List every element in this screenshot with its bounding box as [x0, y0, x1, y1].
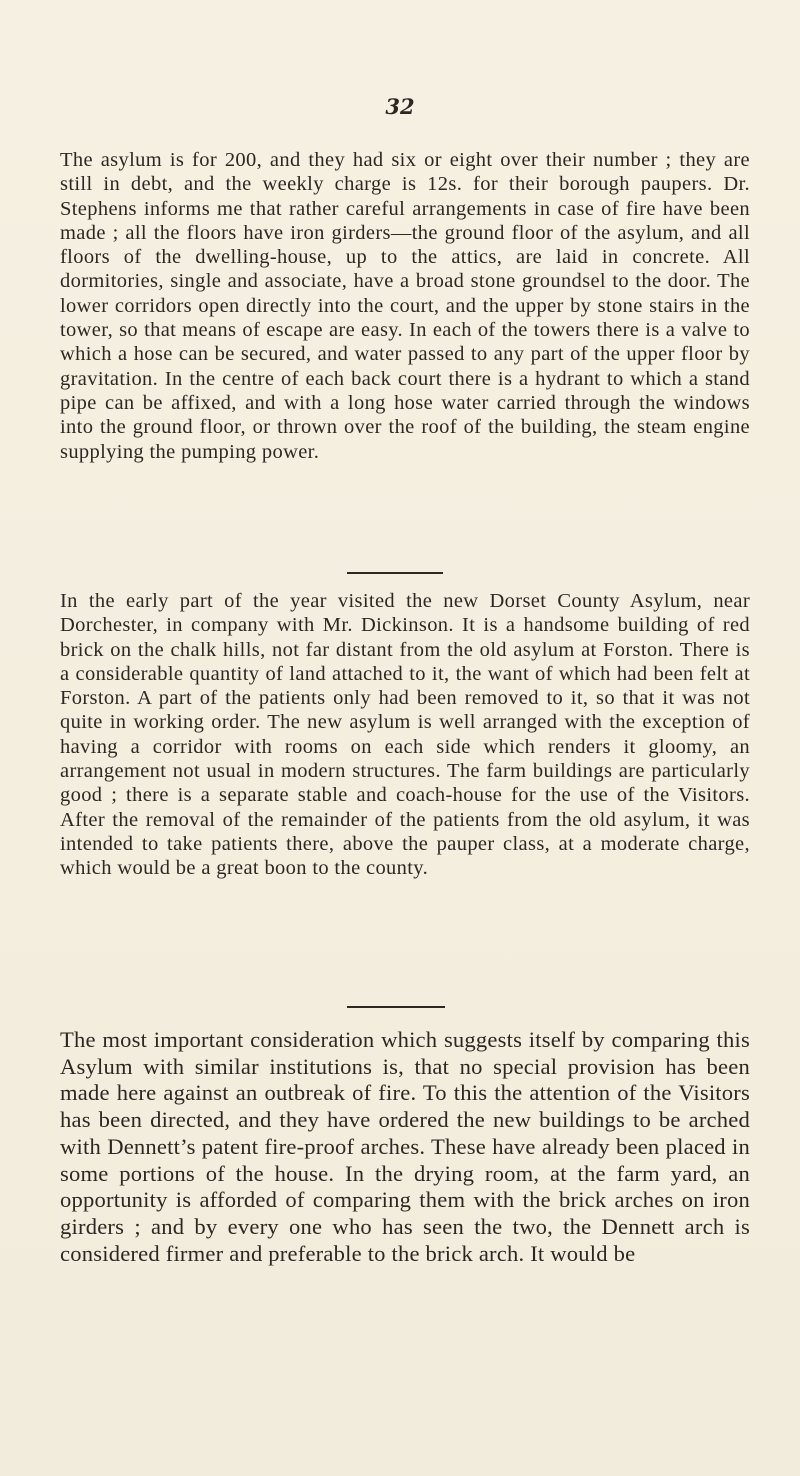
paragraph-dorset-asylum: In the early part of the year visited the new Dorset County Asylum, near Dorchester, in company with Mr. Dickinson. It is a handsome building of red brick on the chalk hills, not far distant from the old asylum at Forston. There is a considerable quantity of land attached to it, the want of which had been felt at Forston. A part of the patients only had been removed to it, so that it was not quite in working order. The new asylum is well arranged with the exception of having a corridor with rooms on each side which renders it gloomy, an arrangement not usual in modern structures. The farm buildings are particularly good ; there is a separate stable and coach-house for the use of the Visitors. After the removal of the remainder of the patients from the old asylum, it was intended to take patients there, above the pauper class, at a moderate charge, which would be a great boon to the county. [60, 590, 750, 880]
paragraph-borough-asylum: The asylum is for 200, and they had six or eight over their number ; they are still in debt, and the weekly charge is 12s. for their borough paupers. Dr. Stephens informs me that rather careful arrangements in case of fire have been made ; all the floors have iron girders—the ground floor of the asylum, and all floors of the dwelling-house, up to the attics, are laid in concrete. All dormitories, single and associate, have a broad stone groundsel to the door. The lower corridors open directly into the court, and the upper by stone stairs in the tower, so that means of escape are easy. In each of the towers there is a valve to which a hose can be secured, and water passed to any part of the upper floor by gravitation. In the centre of each back court there is a hydrant to which a stand pipe can be affixed, and with a long hose water carried through the windows into the ground floor, or thrown over the roof of the building, the steam engine supplying the pumping power. [60, 149, 750, 463]
paragraph-fire-provision: The most important consideration which suggests itself by comparing this Asylum with similar institutions is, that no special provision has been made here against an outbreak of fire. To this the attention of the Visitors has been directed, and they have ordered the new buildings to be arched with Dennett’s patent fire-proof arches. These have already been placed in some portions of the house. In the drying room, at the farm yard, an opportunity is afforded of comparing them with the brick arches on iron girders ; and by every one who has seen the two, the Dennett arch is considered firmer and preferable to the brick arch. It would be [60, 1027, 750, 1266]
page-number: 32 [385, 94, 415, 119]
section-divider [347, 572, 443, 574]
section-divider [347, 1006, 445, 1008]
